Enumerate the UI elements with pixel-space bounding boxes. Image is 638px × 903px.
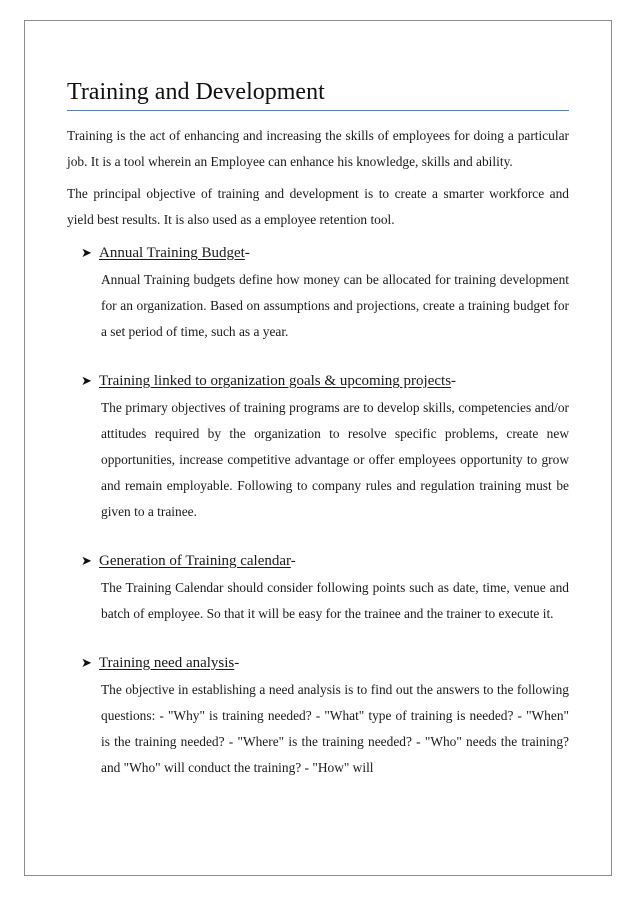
- section-heading: [67, 653, 569, 673]
- section-annual-training-budget: [67, 243, 569, 345]
- page-title: Training and Development: [67, 79, 325, 105]
- intro-paragraph-2: The principal objective of training and development is to create a smarter workforce and yield best results. It is also used as a employee retention tool.: [67, 186, 569, 227]
- section-heading-suffix: -: [451, 373, 457, 389]
- title-underline-rule: [67, 110, 569, 111]
- section-training-linked-goals: [67, 371, 569, 525]
- section-heading-suffix: -: [290, 553, 296, 569]
- section-body: The objective in establishing a need analysis is to find out the answers to the following questions: - "Why" is training needed? - "What" type of training is needed? - "When" is the training needed? - "Where" is the training needed? - "Who" needs the training? and "Who" will conduct the training? - "How" will: [101, 682, 569, 775]
- section-body: Annual Training budgets define how money can be allocated for training development for an organization. Based on assumptions and projections, create a training budget for a set period of time, such as a year.: [101, 272, 569, 339]
- section-heading-text: Annual Training Budget: [99, 245, 245, 261]
- section-heading: [67, 371, 569, 391]
- section-heading: [67, 243, 569, 263]
- document-page: [24, 20, 612, 876]
- arrow-bullet-icon: ➤: [81, 553, 92, 568]
- section-heading-text: Training linked to organization goals & upcoming projects: [99, 373, 452, 389]
- section-heading-text: Training need analysis: [99, 655, 235, 671]
- arrow-bullet-icon: ➤: [81, 373, 92, 388]
- section-training-need-analysis: [67, 653, 569, 781]
- arrow-bullet-icon: ➤: [81, 245, 92, 260]
- section-body: The Training Calendar should consider following points such as date, time, venue and batch of employee. So that it will be easy for the trainee and the trainer to execute it.: [101, 580, 569, 621]
- page-content: [67, 77, 569, 781]
- section-training-calendar: [67, 551, 569, 627]
- arrow-bullet-icon: ➤: [81, 655, 92, 670]
- intro-paragraph-1: Training is the act of enhancing and increasing the skills of employees for doing a particular job. It is a tool wherein an Employee can enhance his knowledge, skills and ability.: [67, 128, 569, 169]
- section-heading-suffix: -: [234, 655, 240, 671]
- section-heading: [67, 551, 569, 571]
- section-body: The primary objectives of training programs are to develop skills, competencies and/or attitudes required by the organization to resolve specific problems, create new opportunities, increase competitive advantage or offer employees opportunity to grow and remain employable. Following to company rules and regulation training must be given to a trainee.: [101, 400, 569, 519]
- section-heading-suffix: -: [244, 245, 250, 261]
- section-heading-text: Generation of Training calendar: [99, 553, 291, 569]
